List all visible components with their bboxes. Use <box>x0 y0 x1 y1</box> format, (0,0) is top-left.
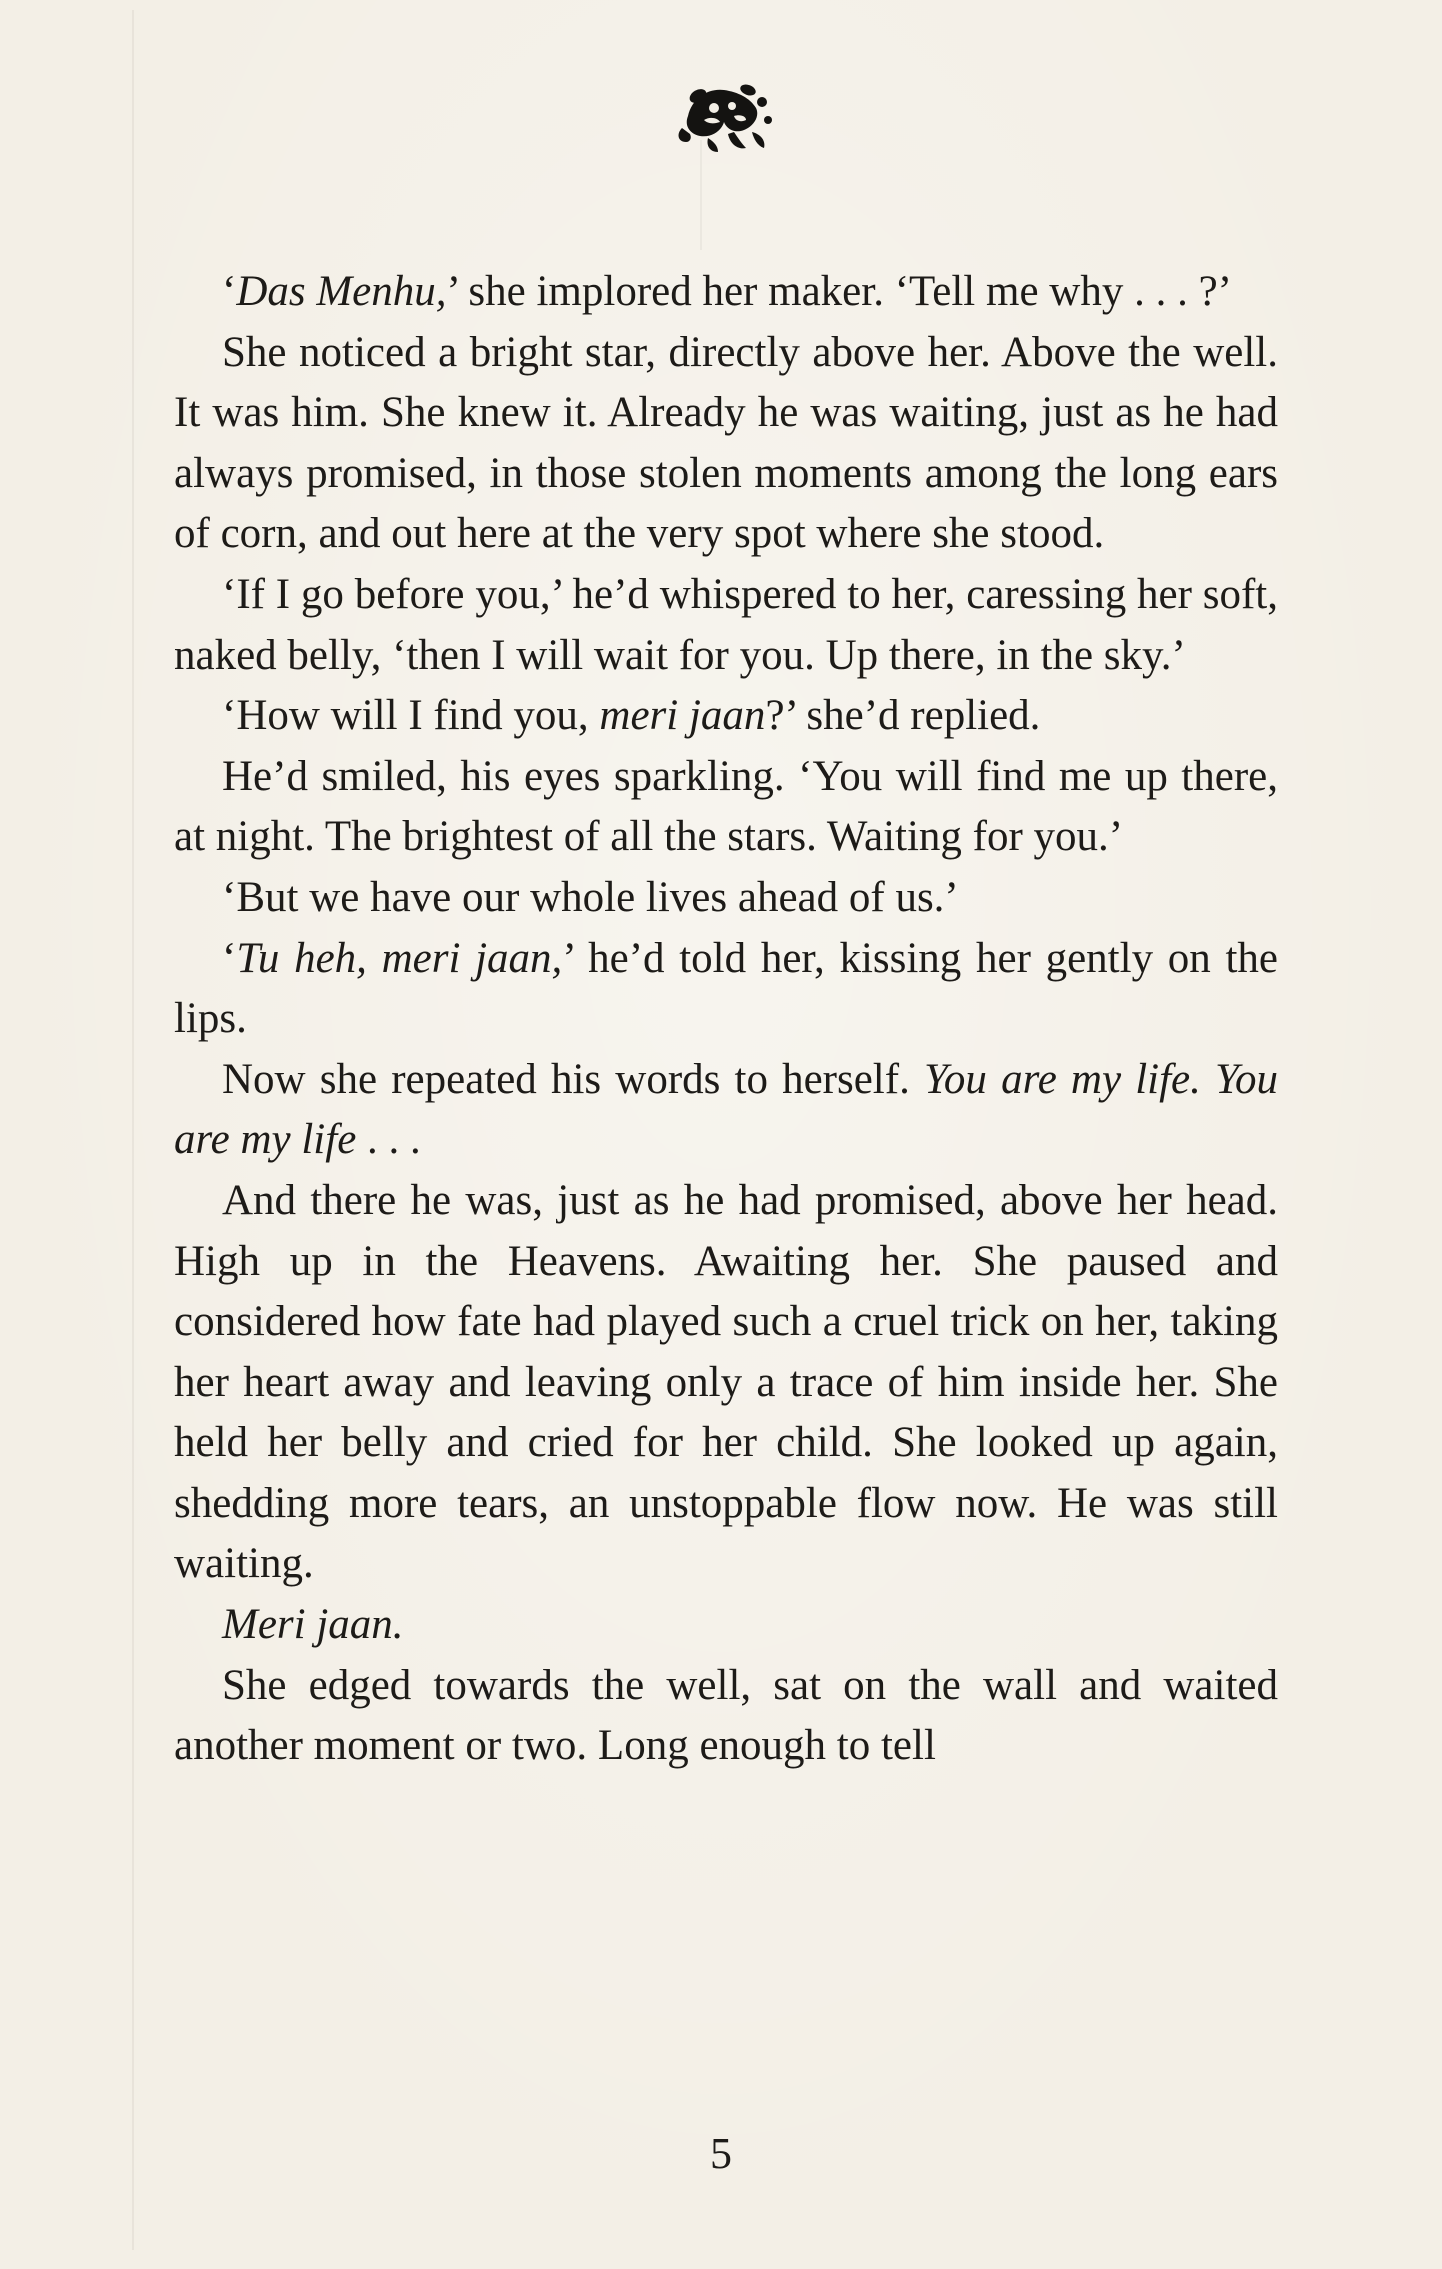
body-text <box>174 262 1278 1777</box>
text-run: ‘If I go before you,’ he’d whispered to her, caressing her soft, naked belly, ‘then I will wait for you. Up there, in the sky.’ <box>174 570 1278 679</box>
paragraph <box>174 1050 1278 1171</box>
text-run: He’d smiled, his eyes sparkling. ‘You will find me up there, at night. The brightest of all the stars. Waiting for you.’ <box>174 752 1278 861</box>
text-run: Now she repeated his words to herself. <box>222 1055 924 1103</box>
text-run: ?’ she’d replied. <box>765 692 1041 740</box>
text-run: And there he was, just as he had promised, above her head. High up in the Heavens. Awaiting her. She paused and considered how fate had played such a cruel trick on her, taking her heart away and leaving only a trace of him inside her. She held her belly and cried for her child. She looked up again, shedding more tears, an unstoppable flow now. He was still waiting. <box>174 1176 1278 1588</box>
floral-ornament-icon <box>668 68 778 158</box>
italic-text: Meri jaan. <box>222 1601 404 1649</box>
text-run: She edged towards the well, sat on the wall and waited another moment or two. Long enough to tell <box>174 1661 1278 1770</box>
page-number: 5 <box>710 2129 732 2178</box>
text-run: ‘ <box>222 934 237 982</box>
italic-text: You are my life. You are my life <box>174 1055 1278 1164</box>
text-run: ‘ <box>222 268 237 315</box>
paragraph <box>174 1171 1278 1595</box>
paragraph <box>174 747 1278 868</box>
paragraph <box>174 262 1278 323</box>
italic-text: meri jaan <box>599 692 766 740</box>
text-run: ‘How will I find you, <box>222 692 600 740</box>
paragraph <box>174 1595 1278 1656</box>
paragraph <box>174 323 1278 565</box>
italic-text: Das Menhu, <box>236 268 447 315</box>
paragraph <box>174 929 1278 1050</box>
paragraph <box>174 1656 1278 1777</box>
text-run: ’ he’d told her, kissing her gently on the lips. <box>174 934 1278 1043</box>
paragraph <box>174 686 1278 747</box>
page-crease-left <box>132 10 134 2250</box>
italic-text: Tu heh, meri jaan, <box>236 934 563 982</box>
paragraph <box>174 868 1278 929</box>
text-run: . . . <box>356 1116 421 1164</box>
text-run: ’ she implored her maker. ‘Tell me why . . . ?’ <box>446 268 1232 315</box>
text-run: She noticed a bright star, directly above her. Above the well. It was him. She knew it. Already he was waiting, just as he had always promised, in those stolen moments among the long ears of corn, and out here at the very spot where she stood. <box>174 328 1278 558</box>
paragraph <box>174 565 1278 686</box>
text-run: ‘But we have our whole lives ahead of us.’ <box>222 873 959 921</box>
